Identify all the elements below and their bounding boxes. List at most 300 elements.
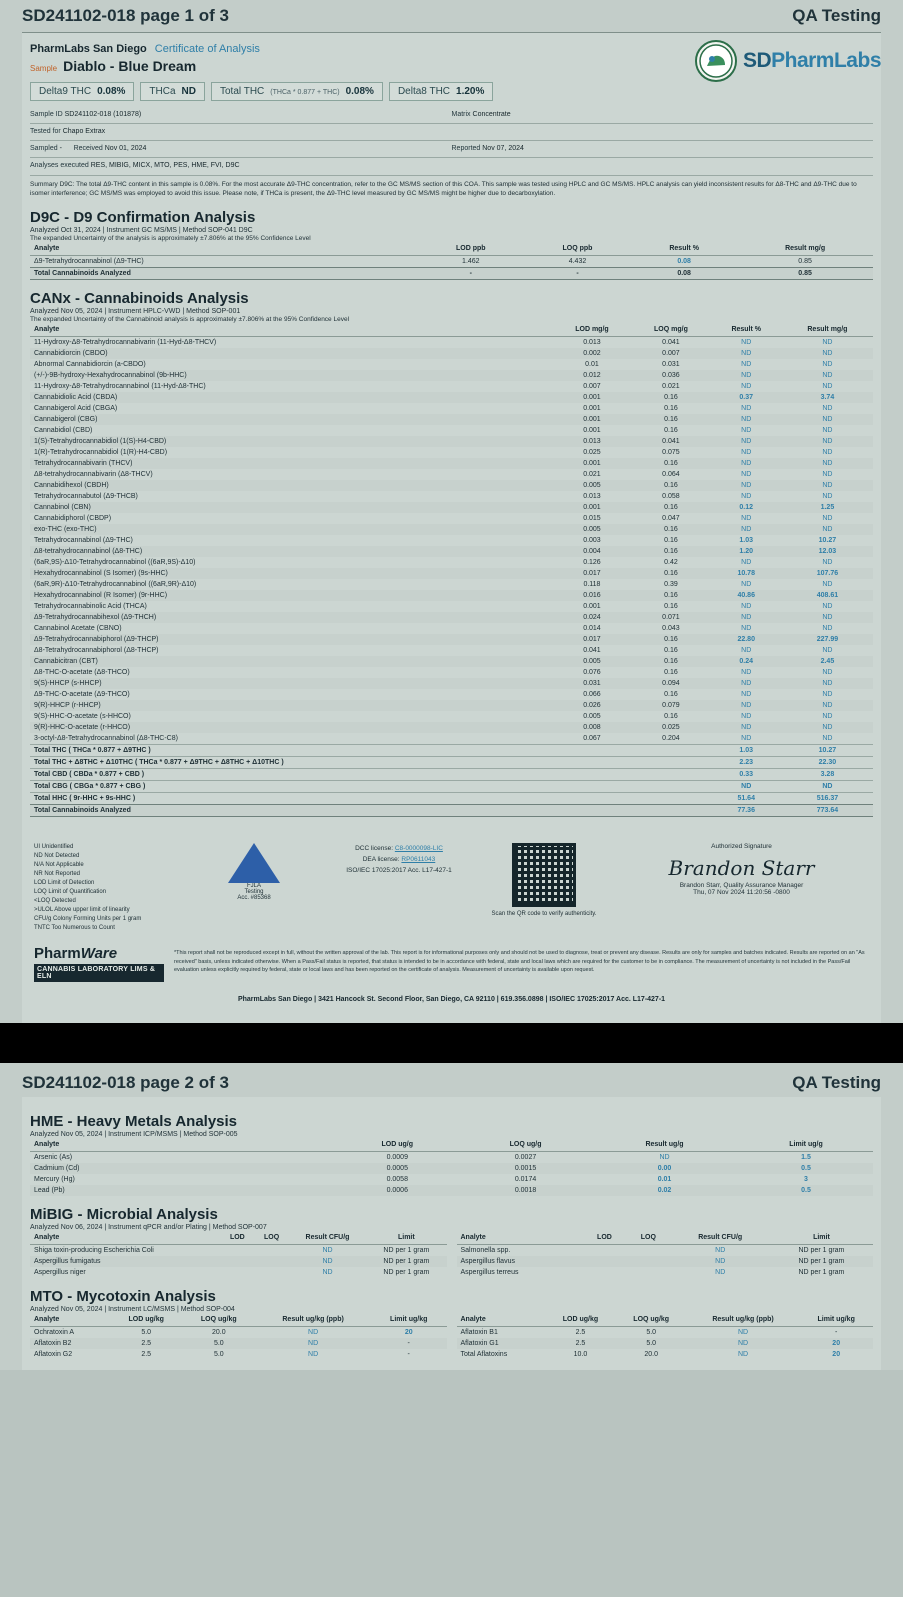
cell-value: 773.64 [782,805,873,817]
table-row-total [30,793,873,805]
cell-analyte: Total Cannabinoids Analyzed [30,805,553,817]
cell-value: 0.025 [662,724,680,732]
cell-value: 0.031 [662,361,680,369]
cell-value: 0.021 [583,471,601,479]
chip-value: 1.20% [456,86,485,97]
table-row [30,568,873,579]
cell-value: - [835,1329,838,1337]
cell-loq: - [524,268,631,280]
license-dea-value[interactable]: RP0611043 [401,856,436,864]
cell-value: ND [822,471,833,479]
cell-value: 0.24 [739,658,754,666]
cell-value: ND [308,1329,319,1337]
cell-value: 0.001 [583,427,601,435]
table-row [30,601,873,612]
meta-row-analyses [30,161,873,171]
cell-value [220,1256,254,1267]
cell-value: 0.5 [801,1187,811,1195]
cell-value: ND [308,1351,319,1359]
cell-analyte: Aflatoxin B2 [34,1340,72,1348]
d9c-section-title: D9C - D9 Confirmation Analysis [30,209,256,227]
col-analyte: Analyte [30,1313,110,1327]
license-dea-key: DEA license: [362,856,400,864]
cell-value: ND [822,625,833,633]
col-loq: LOQ ug/kg [182,1313,255,1327]
hme-section-title: HME - Heavy Metals Analysis [30,1113,238,1131]
cell-value: 107.76 [816,570,839,578]
cell-analyte: Cannabinol (CBN) [34,504,91,512]
cell-value: ND [741,614,752,622]
table-row [30,711,873,722]
table-row-total [30,268,873,280]
cell-analyte: 9(R)-HHC-O-acetate (r-HHCO) [34,724,131,732]
d9c-table [30,242,873,280]
cell-value [553,745,632,757]
cell-value: ND [822,647,833,655]
chip-value: ND [181,86,196,97]
fjla-line3: Acc. #85368 [237,895,271,902]
cell-value: ND [741,515,752,523]
signature-name: Brandon Starr [668,856,815,881]
col-result: Result ug/kg (ppb) [687,1313,800,1327]
pharmware-title-b: Ware [80,945,118,963]
cell-value: 0.076 [583,669,601,677]
col-analyte: Analyte [457,1231,583,1245]
table-row [457,1349,874,1360]
meta-value: RES, MIBIG, MICX, MTO, PES, HME, FVI, D9C [90,162,240,170]
cell-value: ND [741,669,752,677]
legend-item: >ULOL Above upper limit of linearity [34,907,130,914]
cell-value: ND [822,482,833,490]
table-row-total [30,757,873,769]
legend-item: UI Unidentified [34,844,74,851]
cell-value: ND [822,427,833,435]
cell-value: 0.013 [583,438,601,446]
cell-analyte: Tetrahydrocannabivarin (THCV) [34,460,133,468]
summary-card [22,33,881,1023]
table-row [457,1267,874,1278]
cell-value: ND per 1 gram [383,1247,430,1255]
cell-value: 0.0005 [386,1165,408,1173]
page1-footer [30,843,873,933]
cell-analyte: Hexahydrocannabinol (R Isomer) (9r-HHC) [34,592,168,600]
table-row [30,502,873,513]
cell-value: 0.0174 [514,1176,537,1184]
cell-value: ND [822,350,833,358]
col-loq: LOQ [254,1231,289,1245]
signature-block [614,843,869,933]
col-limit: Limit ug/kg [799,1313,873,1327]
cell-value: 0.0058 [386,1176,408,1184]
cell-analyte: Total HHC ( 9r-HHC + 9s-HHC ) [30,793,553,805]
cell-analyte: Arsenic (As) [34,1154,73,1162]
cell-value: ND [322,1247,333,1255]
table-row [30,359,873,370]
mibig-table-left [30,1231,447,1278]
legend-item: N/A Not Applicable [34,862,84,869]
mibig-tables [30,1231,873,1278]
col-result-mgg: Result mg/g [782,323,873,337]
cell-value: ND [822,515,833,523]
cell-value [626,1256,670,1267]
table-header-row [30,323,873,337]
cell-value: - [407,1351,410,1359]
table-row [30,337,873,349]
col-result: Result ug/g [590,1138,739,1152]
table-row [30,1185,873,1196]
coa-link[interactable]: Certificate of Analysis [154,43,260,55]
chip-value: 0.08% [97,86,126,97]
cell-value [583,1245,627,1257]
meta-value: Chapo Extrax [62,128,106,136]
canx-table-body [30,337,873,817]
sample-label: Sample [30,64,58,73]
cell-value: 0.014 [583,625,601,633]
cell-value: 0.005 [583,713,601,721]
license-dea [324,854,474,865]
table-row [30,414,873,425]
cell-value: ND [715,1247,726,1255]
cell-analyte: (6aR,9R)-Δ10-Tetrahydrocannabinol ((6aR,9R)-Δ10) [34,581,197,589]
meta-value: Concentrate [472,111,511,118]
cell-value: ND [715,1258,726,1266]
meta-key: Sample ID [30,111,63,118]
cell-value: ND [741,559,752,567]
cell-result-mgg: 0.85 [737,268,873,280]
cell-analyte: (6aR,9S)-Δ10-Tetrahydrocannabinol ((6aR,9S)-Δ10) [34,559,196,567]
cell-value: 0.067 [583,735,601,743]
license-block [324,843,474,933]
cell-value: 0.16 [664,504,678,512]
cell-analyte: Salmonella spp. [460,1247,511,1255]
page2-card [22,1097,881,1370]
col-analyte: Analyte [30,323,553,337]
license-dcc-value[interactable]: C8-0000098-LIC [394,845,443,853]
brand-logo [695,40,881,82]
pharmlabs-seal-icon [695,40,737,82]
cell-value: ND [737,1351,749,1359]
table-row [30,678,873,689]
legend-list [34,843,184,933]
cell-analyte: Tetrahydrocannabinol (Δ9-THC) [34,537,133,545]
cell-value: 0.16 [664,592,678,600]
cell-value: 0.0027 [514,1154,537,1162]
cell-value: 0.39 [664,581,678,589]
chip-label: Delta9 THC [39,86,92,97]
cell-result-mgg: 0.85 [798,258,812,266]
col-analyte: Analyte [30,1138,333,1152]
cell-lod: - [418,268,524,280]
cell-value: 0.094 [662,680,680,688]
table-row-total [30,745,873,757]
cell-value: 0.00 [657,1165,672,1173]
col-lod: LOD ug/g [333,1138,461,1152]
table-row [30,256,873,268]
cell-analyte: Δ9-Tetrahydrocannabiphorol (Δ9-THCP) [34,636,159,644]
table-row [30,469,873,480]
cell-value: 0.001 [583,504,601,512]
meta-key: Tested for [30,128,61,136]
cell-analyte: Total CBD ( CBDa * 0.877 + CBD ) [30,769,553,781]
cell-analyte: Aflatoxin G1 [460,1340,499,1348]
cell-value: 0.5 [801,1165,811,1173]
cell-value: 10.27 [818,537,837,545]
cell-analyte: Δ8-THC-O-acetate (Δ8-THCO) [34,669,130,677]
canx-section-title: CANx - Cannabinoids Analysis [30,290,249,308]
col-analyte: Analyte [457,1313,546,1327]
page-2 [0,1063,903,1370]
cell-value: ND [822,372,833,380]
cell-value: 2.5 [141,1351,152,1359]
chip-label: Delta8 THC [397,86,451,97]
cell-analyte: Cannabidiol (CBD) [34,427,93,435]
cell-value: ND [741,372,752,380]
cell-analyte: Δ9-Tetrahydrocannabinol (Δ9-THC) [34,258,144,266]
cell-value: ND [741,449,752,457]
cell-analyte: 1(R)-Tetrahydrocannabidiol (1(R)-H4-CBD) [34,449,168,457]
qr-caption: Scan the QR code to verify authenticity. [491,911,597,918]
cell-value: 1.25 [820,504,835,512]
sample-metadata [30,110,873,176]
table-row [30,447,873,458]
table-row [30,612,873,623]
col-lod: LOD ug/kg [110,1313,182,1327]
cell-value: 0.16 [664,548,678,556]
cell-value: 20 [832,1340,841,1348]
cell-value: 0.012 [583,372,601,380]
cell-analyte: Tetrahydrocannabutol (Δ9-THCB) [34,493,138,501]
col-result: Result ug/kg (ppb) [255,1313,371,1327]
table-row [30,1338,447,1349]
cell-value [553,805,632,817]
cell-value: ND [659,1154,670,1162]
cell-value: ND [822,669,833,677]
col-loq: LOQ ug/kg [616,1313,687,1327]
col-limit: Limit [366,1231,446,1245]
cell-value [553,769,632,781]
cell-value: 0.005 [583,658,601,666]
cell-value: 0.118 [583,581,601,589]
cell-analyte: 9(R)-HHCP (r-HHCP) [34,702,101,710]
cell-value: 0.079 [662,702,680,710]
mto-tables [30,1313,873,1360]
cell-value: ND [322,1269,333,1277]
cell-value: 0.031 [583,680,601,688]
table-row [30,524,873,535]
cell-analyte: Δ8-tetrahydrocannabivarin (Δ8-THCV) [34,471,153,479]
cell-value: 22.30 [782,757,873,769]
cell-value: 5.0 [213,1340,224,1348]
legend-item: NR Not Reported [34,871,81,878]
table-row [30,667,873,678]
table-row [457,1256,874,1267]
table-header-row [457,1313,874,1327]
hme-section-sub: Analyzed Nov 05, 2024 | Instrument ICP/MSMS | Method SOP-005 [30,1131,238,1139]
cell-value: 0.12 [739,504,754,512]
table-row [30,645,873,656]
license-dcc [324,843,474,854]
cell-analyte: Cannabidiorcin (CBDO) [34,350,108,358]
col-loq: LOQ mg/g [631,323,710,337]
mto-right-body [457,1327,874,1361]
cell-value: ND [741,405,752,413]
cell-value: 10.0 [573,1351,588,1359]
cell-value [583,1256,627,1267]
table-row-total [30,769,873,781]
table-row [30,491,873,502]
legend-item: TNTC Too Numerous to Count [34,925,115,932]
cell-value: ND [741,625,752,633]
mto-section-sub: Analyzed Nov 05, 2024 | Instrument LC/MSMS | Method SOP-004 [30,1306,235,1314]
cell-value: ND [741,493,752,501]
cell-value: ND [737,1340,749,1348]
page1-header-right: QA Testing [792,6,881,25]
col-limit: Limit ug/g [739,1138,873,1152]
cell-value: ND [741,460,752,468]
cell-value [631,793,710,805]
cell-value: ND [822,405,833,413]
table-row [30,403,873,414]
cell-value [631,769,710,781]
cell-value: 5.0 [646,1340,657,1348]
cell-value: 0.002 [583,350,601,358]
cell-analyte: exo-THC (exo-THC) [34,526,97,534]
cell-value: 3.28 [782,769,873,781]
sample-name: Diablo - Blue Dream [63,58,197,74]
cell-value: 0.16 [664,427,678,435]
cell-value: 1.03 [711,745,782,757]
cell-value: 0.16 [664,669,678,677]
table-row [30,689,873,700]
cell-analyte: Δ8-tetrahydrocannabinol (Δ8-THC) [34,548,143,556]
meta-divider [30,123,873,124]
chip-delta9-thc [30,82,134,101]
table-row-grand-total [30,805,873,817]
pharmware-subtitle: CANNABIS LABORATORY LIMS & ELN [34,964,164,982]
lab-address: PharmLabs San Diego | 3421 Hancock St. Second Floor, San Diego, CA 92110 | 619.356.0898 | ISO/IEC 17025:2017 Acc. L17-427-1 [237,996,666,1004]
cell-value [553,781,632,793]
col-limit: Limit ug/kg [371,1313,447,1327]
cell-value: ND [737,1329,749,1337]
page2-header-right: QA Testing [792,1073,881,1093]
cell-value: 22.80 [737,636,755,644]
table-row [30,1327,447,1339]
cell-analyte: Total THC + Δ8THC + Δ10THC ( THCa * 0.877 + Δ9THC + Δ8THC + Δ10THC ) [30,757,553,769]
table-header-row [30,1313,447,1327]
col-limit: Limit [770,1231,873,1245]
page1-header-title: SD241102-018 page 1 of 3 [22,6,229,25]
cell-value: ND [822,691,833,699]
table-row [30,557,873,568]
meta-row-sample-id [30,110,873,120]
hme-table-body [30,1152,873,1197]
brand-wordmark [743,49,881,73]
cell-value [254,1267,289,1278]
cell-analyte: Cannabigerol (CBG) [34,416,98,424]
cell-value: 0.16 [664,713,678,721]
fjla-triangle-icon [228,843,280,883]
mto-section-title: MTO - Mycotoxin Analysis [30,1288,216,1306]
cell-value: 0.003 [583,537,601,545]
mibig-section-title: MiBIG - Microbial Analysis [30,1206,218,1224]
table-row [30,733,873,745]
pharmware-logo [34,945,164,982]
col-lod: LOD ppb [418,242,524,256]
cell-analyte: Aflatoxin B1 [460,1329,498,1337]
cell-value: 40.86 [737,592,755,600]
cell-analyte: Aspergillus niger [34,1269,86,1277]
table-row [30,392,873,403]
pharmware-title-a: Pharm [34,945,81,963]
cell-value: ND [741,427,752,435]
cell-value: 0.036 [662,372,680,380]
cell-value: 0.37 [739,394,754,402]
cell-value: ND [741,438,752,446]
d9c-section-sub: Analyzed Oct 31, 2024 | Instrument GC MS/MS | Method SOP-041 D9C [30,227,253,235]
cell-value: 5.0 [646,1329,657,1337]
legend-item: LOD Limit of Detection [34,880,95,887]
cell-value: 0.204 [662,735,680,743]
qr-code-icon[interactable] [512,843,576,907]
cell-value: 0.007 [583,383,601,391]
cell-value [626,1267,670,1278]
cell-value: 0.017 [583,570,601,578]
cell-analyte: Aflatoxin G2 [34,1351,73,1359]
table-row [30,700,873,711]
cell-value: ND [322,1258,333,1266]
cell-lod: 1.462 [462,258,480,266]
cell-value: ND [741,702,752,710]
table-row [30,458,873,469]
cell-value: 0.0015 [514,1165,537,1173]
cell-analyte: Abnormal Cannabidiorcin (a-CBDO) [34,361,146,369]
cell-value: ND [741,581,752,589]
cell-value: 0.42 [664,559,678,567]
legend-item: <LOQ Detected [34,898,76,905]
cell-value: ND [822,735,833,743]
cell-value: 0.16 [664,603,678,611]
d9c-section-uncertainty: The expanded Uncertainty of the analysis is approximately ±7.806% at the 95% Confidence Level [30,235,311,243]
table-row [30,1163,873,1174]
license-dcc-key: DCC license: [355,845,394,853]
signature-date: Thu, 07 Nov 2024 11:20:56 -0800 [693,889,790,897]
cell-value: ND [741,691,752,699]
table-row [30,1245,447,1257]
cell-value: ND [822,581,833,589]
cell-value: ND [741,526,752,534]
cell-value: ND [741,339,752,347]
col-loq: LOQ ppb [524,242,631,256]
cell-value: ND [822,559,833,567]
cell-value: ND [822,680,833,688]
cell-value: ND per 1 gram [798,1269,845,1277]
fjla-accreditation [194,843,314,933]
mto-table-left [30,1313,447,1360]
cell-analyte: Mercury (Hg) [34,1176,75,1184]
cell-analyte: Aspergillus flavus [460,1258,515,1266]
table-row [457,1327,874,1339]
cell-value: 51.64 [711,793,782,805]
mto-left-body [30,1327,447,1361]
col-analyte: Analyte [30,1231,220,1245]
cell-value [553,793,632,805]
chip-thca [140,82,205,101]
cell-value: 10.78 [737,570,755,578]
table-row [30,579,873,590]
cell-value: 1.03 [739,537,754,545]
cell-value: 0.16 [664,394,678,402]
cell-value: 0.016 [583,592,601,600]
